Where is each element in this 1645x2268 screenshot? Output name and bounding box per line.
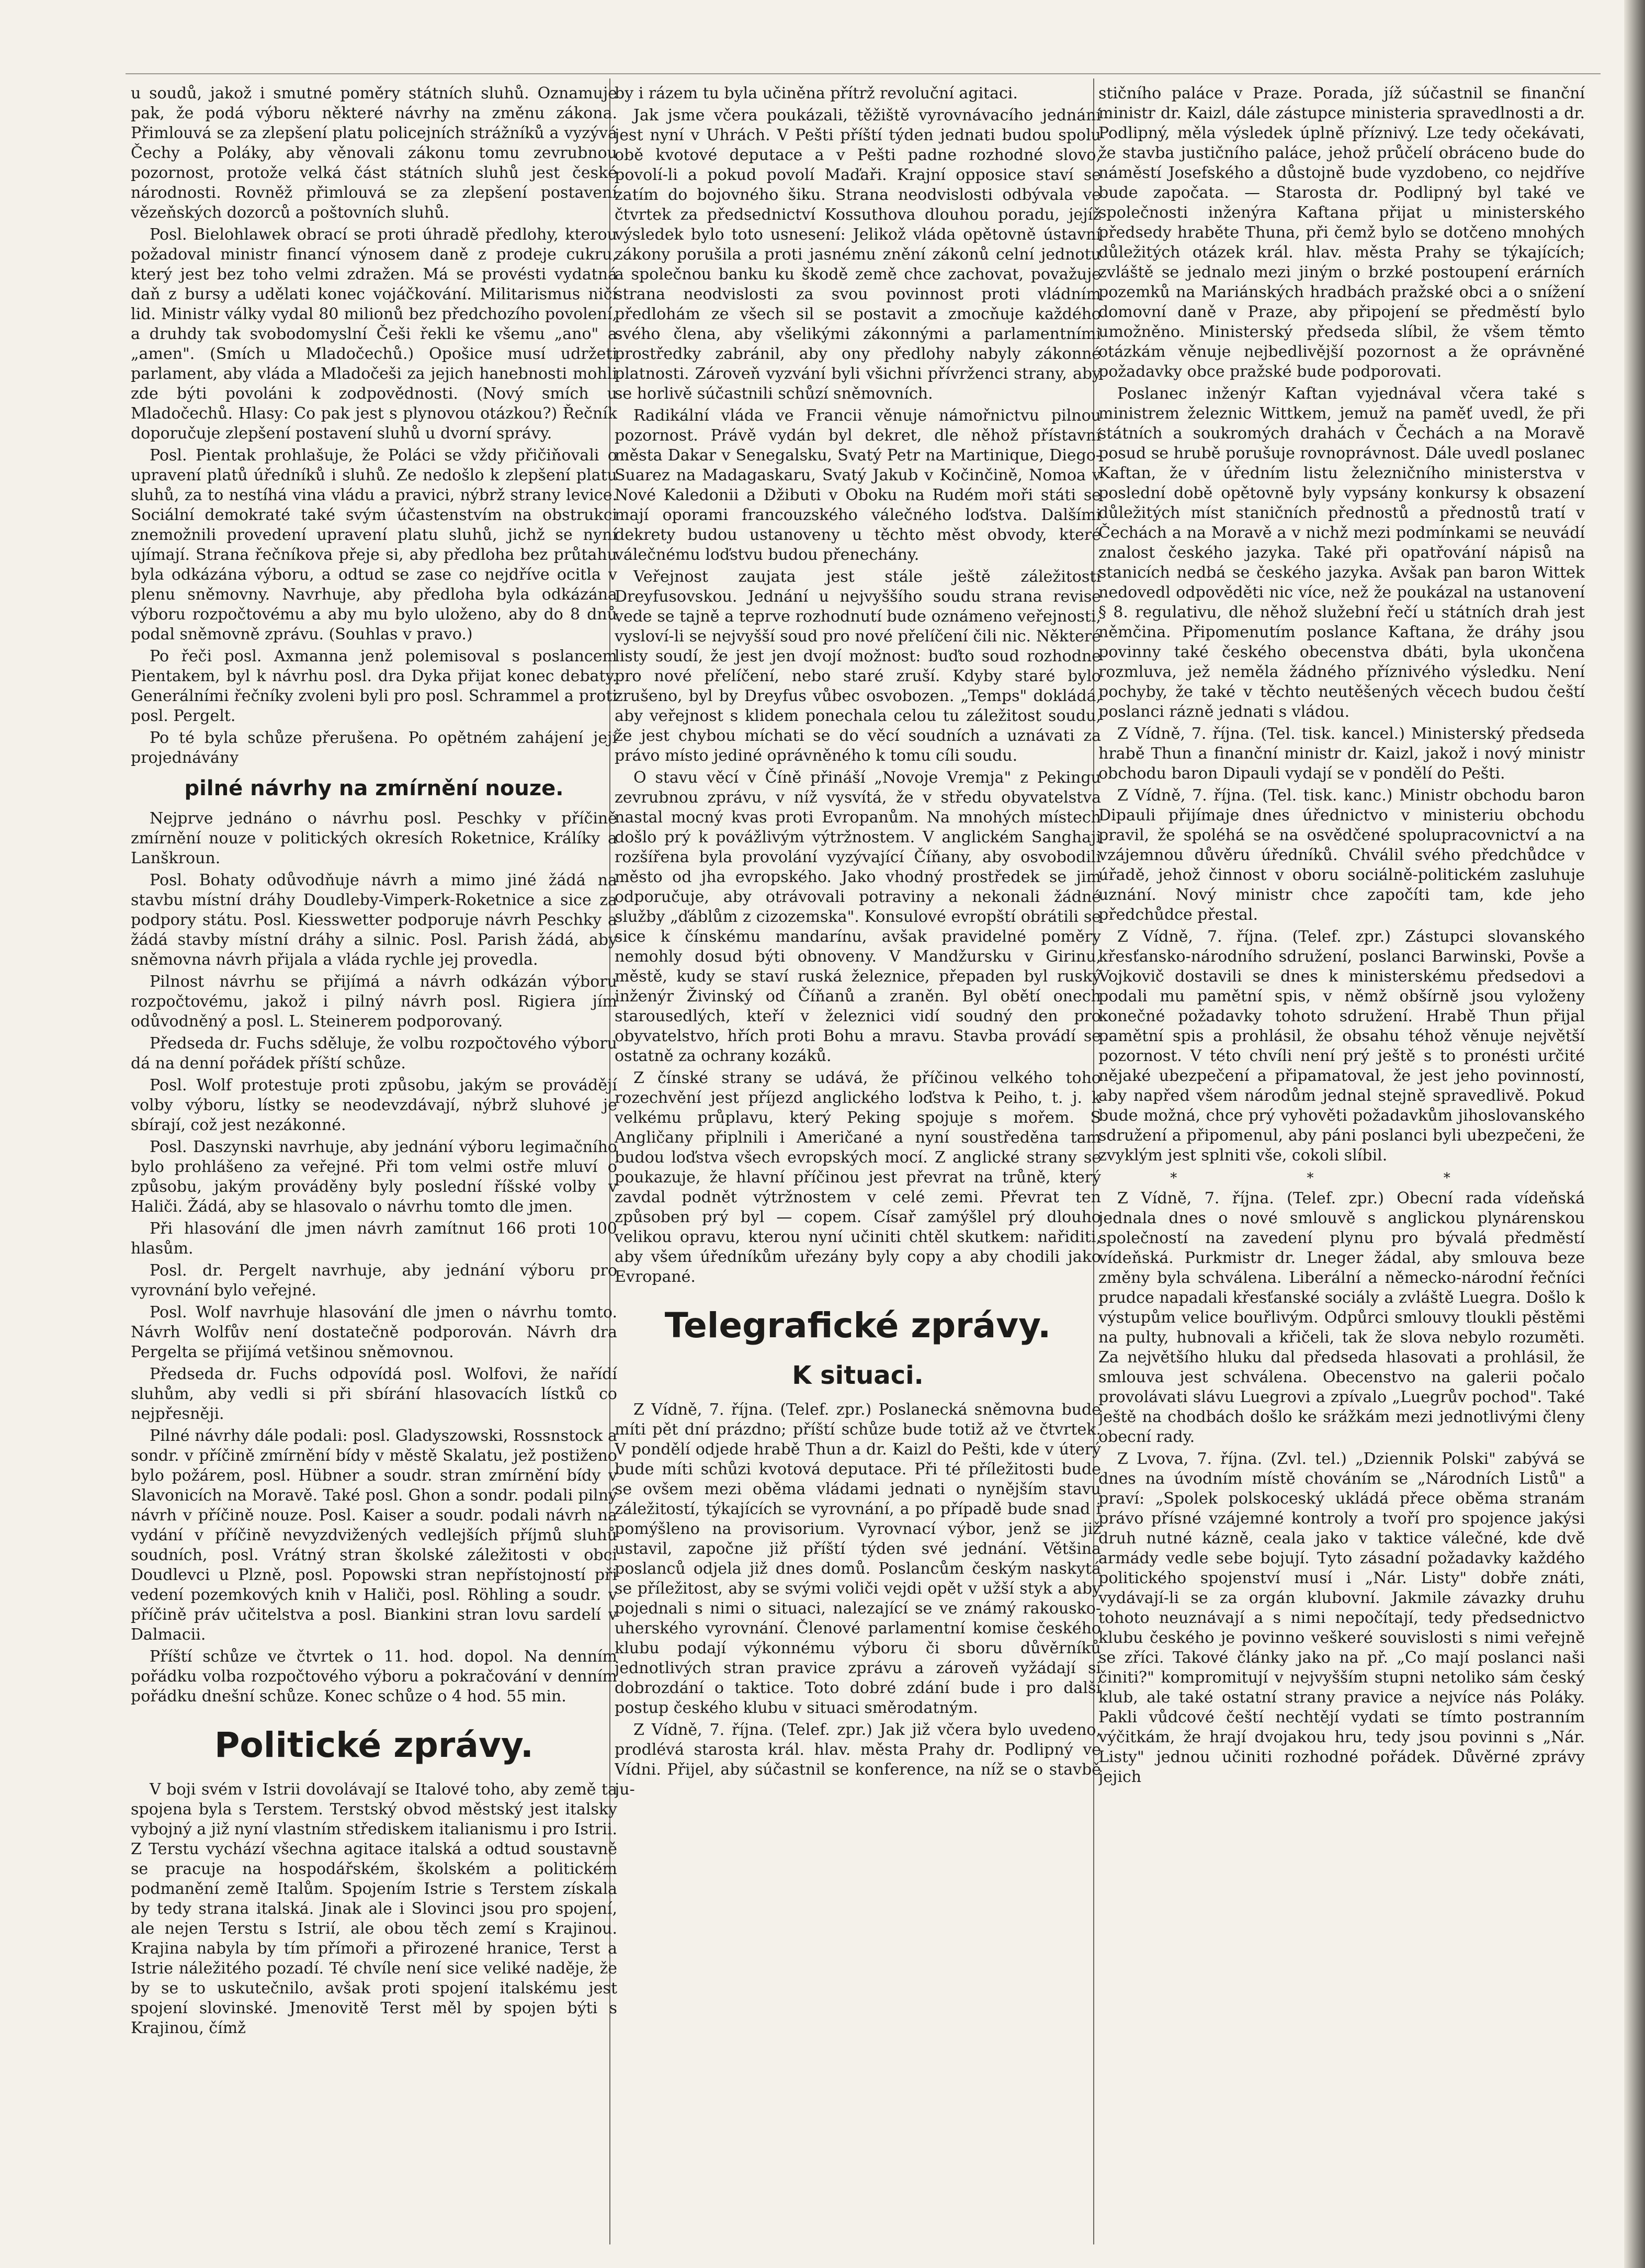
paragraph: stičního paláce v Praze. Porada, jíž súčastnil se finanční ministr dr. Kaizl, dále zástupce ministeria spravedlnosti a dr. Podlipný, měla výsledek úplně příznivý. Lze tedy očekávati, že stavba justičního paláce, jehož průčelí obráceno bude do náměstí Josefského a důstojně bude vyzdobeno, co nejdříve bude započata. — Starosta dr. Podlipný byl také ve společnosti inženýra Kaftana přijat u ministerského předsedy hraběte Thuna, při čemž bylo se dotčeno mnohých důležitých otázek král. hlav. města Prahy se týkajících; zvláště se jednalo mezi jiným o brzké postoupení erárních pozemků na Mariánských hradbách pražské obci a o snížení domovní daně v Praze, aby připojení se předměstí bylo umožněno. Ministerský předseda slíbil, že všem těmto otázkám věnuje nejbedlivější pozornost a že oprávněné požadavky obce pražské bude podporovati. [1098,84,1585,381]
paragraph: Veřejnost zaujata jest stále ještě záležitostí Dreyfusovskou. Jednání u nejvyššího soudu strana revise vede se tajně a teprve rozhodnutí bude oznámeno veřejnosti, vysloví-li se nejvyšší soud pro nové přelíčení čili nic. Některé listy soudí, že jest jen dvojí možnost: buďto soud rozhodne pro nové přelíčení, nebo staré zruší. Kdyby staré bylo zrušeno, byl by Dreyfus vůbec osvobozen. „Temps" dokládá, aby veřejnost s klidem ponechala celou tu záležitost soudu, že jest chybou míchati se do věcí soudních a uznávati za právo místo jediné oprávněného k tomu cíli soudu. [615,568,1101,765]
paragraph: Příští schůze ve čtvrtek o 11. hod. dopol. Na denním pořádku volba rozpočtového výboru a pokračování v denním pořádku dnešní schůze. Konec schůze o 4 hod. 55 min. [131,1648,617,1706]
paragraph: Z Lvova, 7. října. (Zvl. tel.) „Dziennik Polski" zabývá se dnes na úvodním místě chováním se „Národních Listů" a praví: „Spolek polskoceský ukládá přece oběma stranám právo přísné vzájemné kontroly a tvoří pro spojence jakýsi druh nutné kázně, ceala jako v taktice válečné, kde dvě armády vedle sebe bojují. Tyto zásadní požadavky každého politického spojenství musí i „Nár. Listy" dobře znáti, vydávají-li se za orgán klubovní. Jakmile závazky druhu tohoto neuznávají a s nimi nepočítají, tedy předsednictvo klubu českého je povinno veškeré souvislosti s nimi veřejně se zříci. Takové články jako na př. „Co mají poslanci naši činiti?" kompromitují v nejvyšším stupni netoliko sám český klub, ale také ostatní strany pravice a nejvíce nás Poláky. Pakli vůdcové čeští nechtějí vydati se tímto postranním výčitkám, že hrají dvojakou hru, tedy jsou povinni s „Nár. Listy" jednou učiniti rozhodné pořádek. Důvěrné zprávy jejich [1098,1450,1585,1786]
paragraph: Po řeči posl. Axmanna jenž polemisoval s poslancem Pientakem, byl k návrhu posl. dra Dyka přijat konec debaty. Generálními řečníky zvoleni byli pro posl. Schrammel a proti posl. Pergelt. [131,647,617,725]
paragraph: Předseda dr. Fuchs sděluje, že volbu rozpočtového výboru dá na denní pořádek příští schůze. [131,1034,617,1073]
section-subheading: pilné návrhy na zmírnění nouze. [184,776,564,800]
paragraph: Z Vídně, 7. října. (Telef. zpr.) Zástupci slovanského křesťansko-národního sdružení, poslanci Barwinski, Povše a Vojkovič dostavili se dnes k ministerskému předsedovi a podali mu pamětní spis, v němž obšírně jsou vyloženy konečné požadavky tohoto sdružení. Hrabě Thun přijal pamětní spis a prohlásil, že obsahu téhož věnuje největší pozornost. V této chvíli není prý ještě s to pronésti určité nějaké ubezpečení a připamatoval, že jest jeho povinností, aby napřed všem národům jednal stejně spravedlivě. Pokud bude možná, chce prý vyhověti požadavkům jihoslovanského sdružení a připomenul, aby páni poslanci byli ubezpečeni, že zvyklým jest splniti vše, cokoli slíbil. [1098,928,1585,1165]
top-rule [126,73,1601,74]
paragraph: Posl. Wolf navrhuje hlasování dle jmen o návrhu tomto. Návrh Wolfův není dostatečně podporován. Návrh dra Pergelta se přijímá vetšinou sněmovnou. [131,1303,617,1361]
paragraph: Posl. Pientak prohlašuje, že Poláci se vždy přičiňovali o upravení platů úředníků i sluhů. Ze nedošlo k zlepšení platu sluhů, za to nestíhá vina vládu a pravici, nýbrž strany levice. Sociální demokraté také svým účastenstvím na obstrukci znemožnili provedení upravení platu sluhů, jichž se nyní ujímají. Strana řečníkova přeje si, aby předloha bez průtahu byla odkázána výboru, a odtud se zase co nejdříve ocitla v plenu sněmovny. Navrhuje, aby předloha byla odkázána výboru rozpočtovému a aby mu bylo uloženo, aby do 8 dnů podal sněmovně zprávu. (Souhlas v pravo.) [131,446,617,644]
paragraph: Při hlasování dle jmen návrh zamítnut 166 proti 100 hlasům. [131,1220,617,1258]
paragraph: Předseda dr. Fuchs odpovídá posl. Wolfovi, že nařídí sluhům, aby vedli si při sbírání hlasovacích lístků co nejpřesněji. [131,1365,617,1423]
paragraph: Radikální vláda ve Francii věnuje námořnictvu pilnou pozornost. Právě vydán byl dekret, dle něhož přístavní města Dakar v Senegalsku, Svatý Petr na Martinique, Diego-Suarez na Madagaskaru, Svatý Jakub v Kočinčině, Nomoa v Nové Kaledonii a Džibuti v Oboku na Rudém moři státi se mají oporami francouzského válečného loďstva. Dalšími dekrety budou ustanoveny u těchto měst obvody, které válečnému loďstvu budou přenechány. [615,407,1101,564]
column-1 [131,84,617,2239]
paragraph: Z Vídně, 7. října. (Telef. zpr.) Poslanecká sněmovna bude míti pět dní prázdno; příští schůze bude totiž až ve čtvrtek. V pondělí odjede hrabě Thun a dr. Kaizl do Pešti, kde v úterý bude míti schůzi kvotová deputace. Při té příležitosti bude se ovšem mezi oběma vládami jednati o nynějším stavu záležitostí, týkajících se vyrovnání, a po případě bude snad i pomýšleno na provisorium. Vyrovnací výbor, jenž se již ustavil, započne již příští týden své jednání. Většina poslanců odjela již dnes domů. Poslancům českým naskytá se příležitost, aby se svými voliči vejdi opět v užší styk a aby pojednali s nimi o situaci, nalezající se ve známý rakousko-uherského vyrovnání. Členové parlamentní komise českého klubu podají výkonnému výboru či sboru důvěrníků jednotlivých stran pravice zprávu a zároveň vyžádají si dobrozdání o taktice. Toto dobré zdání bude i pro další postup českého klubu v situaci směrodatným. [615,1401,1101,1717]
section-subheading: K situaci. [792,1361,924,1390]
paragraph: by i rázem tu byla učiněna přítrž revoluční agitaci. [615,84,1018,103]
paragraph: V boji svém v Istrii dovolávají se Italové toho, aby země ta spojena byla s Terstem. Terstský obvod městský jest italsky vybojný a již nyní vlastním střediskem italianismu i pro Istrii. Z Terstu vychází všechna agitace italská a odtud soustavně se pracuje na hospodářském, školském a politickém podmanění země Italům. Spojením Istrie s Terstem získala by tedy strana italská. Jinak ale i Slovinci jsou pro spojení, ale nejen Terstu s Istrií, ale obou těch zemí s Krajinou. Krajina nabyla by tím přímoři a přirozené hranice, Terst a Istrie náležitého pozadí. Té chvíle není sice veliké naděje, že by se to uskutečnilo, avšak proti spojení italskému jest spojení slovinské. Jmenovitě Terst měl by spojen býti s Krajinou, čímž [131,1780,617,2037]
paragraph: Pilné návrhy dále podali: posl. Gladyszowski, Rossnstock a sondr. v příčině zmírnění bídy v městě Skalatu, jež postiženo bylo požárem, posl. Hübner a soudr. stran zmírnění bídy v Slavonicích na Moravě. Také posl. Ghon a sondr. podali pilný návrh v příčině nouze. Posl. Kaiser a soudr. podali návrh na vydání v příčině nevyzdvižených vedlejších příjmů sluhů soudních, posl. Vrátný stran školské záležitosti v obci Doudlevci u Plzně, posl. Popowski stran nepřístojností při vedení pozemkových knih v Haliči, posl. Röhling a soudr. v příčině práv učitelstva a posl. Biankini stran lovu sardelí v Dalmacii. [131,1427,617,1644]
paragraph: Z Vídně, 7. října. (Telef. zpr.) Obecní rada vídeňská jednala dnes o nové smlouvě s anglickou plynárenskou společností na zavedení plynu pro bývalá předměstí vídeňská. Purkmistr dr. Lneger žádal, aby smlouva beze změny byla schválena. Liberální a německo-národní řečníci prudce napadali křesťanské sociály a zvláště Luegra. Došlo k výstupům velice bouřlivým. Odpůrci smlouvy tloukli pěstěmi na pulty, hubnovali a křičeli, tak že slova nebylo rozuměti. Za největšího hluku dal předseda hlasovati a prohlásil, že smlouva jest schválena. Obecenstvo na galerii počalo provolávati slávu Luegrovi a zpívalo „Luegrův pochod". Také ještě na chodbách došlo ke srážkám mezi jednotlivými členy obecní rady. [1098,1189,1585,1446]
column-3 [1098,84,1585,2239]
paragraph: Z čínské strany se udává, že příčinou velkého toho rozechvění jest příjezd anglického loďstva k Peiho, t. j. k velkému průplavu, který Peking spojuje s mořem. S Angličany připlnili i Američané a nyní soustředěna tam budou loďstva všech evropských mocí. Z anglické strany se poukazuje, že hlavní příčinou jest převrat na trůně, který zavdal podnět výtržnostem v celé zemi. Převrat ten způsoben prý byl — copem. Císař zamýšlel prý dlouho velikou opravu, kterou nyní učiniti chtěl skutkem: nařiditi, aby všem úředníkům uřezány byly copy a aby chodili jako Evropané. [615,1069,1101,1286]
section-heading-political-news: Politické zprávy. [214,1725,534,1765]
paragraph: u soudů, jakož i smutné poměry státních sluhů. Oznamuje pak, že podá výboru některé návrhy na změnu zákona. Přimlouvá se za zlepšení platu policejních strážníků a vyzývá Čechy a Poláky, aby věnovali zákonu tomu zevrubnou pozornost, protože velká část státních sluhů jest české národnosti. Rovněž přimlouvá se za zlepšení postavení vězeňských dozorců a poštovních sluhů. [131,84,617,222]
paragraph: Posl. Wolf protestuje proti způsobu, jakým se provádějí volby výboru, lístky se neodevzdávají, nýbrž sluhové je sbírají, což jest nezákonné. [131,1076,617,1134]
paragraph: Posl. Bohaty odůvodňuje návrh a mimo jiné žádá na stavbu místní dráhy Doudleby-Vimperk-Roketnice a sice za podpory státu. Posl. Kiesswetter podporuje návrh Peschky a žádá stavby místní dráhy a silnic. Posl. Parish žádá, aby sněmovna návrh přijala a vláda rychle jej provedla. [131,871,617,969]
paragraph: Nejprve jednáno o návrhu posl. Peschky v příčině zmírnění nouze v politických okresích Roketnice, Králíky a Lanškroun. [131,809,617,867]
paragraph: Z Vídně, 7. října. (Telef. zpr.) Jak již včera bylo uvedeno, prodlévá starosta král. hlav. města Prahy dr. Podlipný ve Vídni. Přijel, aby súčastnil se konference, na níž se o stavbě ju- [615,1721,1101,1799]
paragraph: O stavu věcí v Číně přináší „Novoje Vremja" z Pekingu zevrubnou zprávu, v níž vysvítá, že v středu obyvatelstva nastal mocný kvas proti Evropanům. Na mnohých místech došlo prý k povážlivým výtržnostem. V anglickém Sanghaji rozšířena byla provolání vyzývající Číňany, aby osvobodili město od jha evropského. Jako vhodný prostředek se jim odporučuje, aby otrávovali potraviny a nekonali žádné služby „ďáblům z cizozemska". Konsulové evropští obrátili se sice k čínskému mandarínu, avšak pravidelné poměry nemohly dosud býti obnoveny. V Mandžursku v Girinu, městě, kudy se staví ruská železnice, přepaden byl ruský inženýr Živinský od Číňanů a zraněn. Byl obětí onech starousedlých, kteří v železnici vidí soudný den pro obyvatelstvo, hřích proti Bohu a mravu. Stavba provádí se ostatně za ochrany kozáků. [615,769,1101,1065]
paragraph: Z Vídně, 7. října. (Tel. tisk. kanc.) Ministr obchodu baron Dipauli přijímaje dnes úřednictvo v ministeriu obchodu pravil, že spoléhá se na osvědčené spolupracovnictví a na vzájemnou důvěru úředníků. Chválil svého předchůdce v úřadě, jehož činnost v oboru sociálně-politickém zasluhuje uznání. Nový ministr chce započíti tam, kde jeho předchůdce přestal. [1098,786,1585,924]
paragraph: Posl. Daszynski navrhuje, aby jednání výboru legimačního bylo prohlášeno za veřejné. Při tom velmi ostře mluví o způsobu, jakým prováděny byly poslední říšské volby v Haliči. Žádá, aby se hlasovalo o návrhu tomto dle jmen. [131,1138,617,1216]
section-heading-telegraphic-news: Telegrafické zprávy. [664,1305,1051,1346]
paragraph: Pilnost návrhu se přijímá a návrh odkázán výboru rozpočtovému, jakož i pilný návrh posl. Rigiera jím odůvodněný a posl. L. Steinerem podporovaný. [131,973,617,1031]
page-edge [1624,0,1645,2268]
paragraph: Poslanec inženýr Kaftan vyjednával včera také s ministrem železnic Wittkem, jemuž na paměť uvedl, že při státních a soukromých drahách v Čechách a na Moravě posud se hrubě porušuje rovnoprávnost. Dále uvedl poslanec Kaftan, že v úředním listu železničního ministerstva v poslední době opětovně byly vypsány konkursy k obsazení důležitých míst staničních přednostů a přednostů tratí v Čechách a na Moravě a v nichž mezi podmínkami se neuvádí znalost českého jazyka. Také při opatřování nápisů na stanicích nedbá se českého jazyka. Avšak pan baron Wittek nedovedl odpověděti nic více, než že poukázal na ustanovení § 8. regulativu, dle něhož služební řečí u státních drah jest němčina. Připomenutím poslance Kaftana, že dráhy jsou povinny také českého obecenstva dbáti, byla ukončena rozmluva, jež neměla žádného příznivého výsledku. Není pochyby, že také v těchto neutěšených věcech budou čeští poslanci rázně jednati s vládou. [1098,385,1585,721]
paragraph: Po té byla schůze přerušena. Po opětném zahájení její projednávány [131,729,617,767]
paragraph: Posl. dr. Pergelt navrhuje, aby jednání výboru pro vyrovnání bylo veřejné. [131,1261,617,1300]
section-separator: * * * [1170,1170,1513,1186]
paragraph: Jak jsme včera poukázali, těžiště vyrovnávacího jednání jest nyní v Uhrách. V Pešti příští týden jednati budou spolu obě kvotové deputace a v Pešti padne rozhodné slovo, povolí-li a pokud povolí Maďaři. Krajní opposice staví se zatím do bojovného šiku. Strana neodvislosti odbývala ve čtvrtek za předsednictví Kossuthova dlouhou poradu, jejíž výsledek bylo toto usnesení: Jelikož vláda opětovně ústavní zákony porušila a proti jasnému znění zákonů celní jednotu a společnou banku ku škodě země chce zachovat, považuje strana neodvislosti za svou povinnost proti vládním předlohám ze všech sil se postavit a zmocňuje každého svého člena, aby všelikými zákonnými a parlamentními prostředky zabránil, aby ony předlohy nabyly zákonné platnosti. Zároveň vyzvání byli všichni přívrženci strany, aby se horlivě súčastnili schůzí sněmovních. [615,106,1101,403]
paragraph: Posl. Bielohlawek obrací se proti úhradě předlohy, kterou požadoval ministr financí výnosem daně z prodeje cukru, který jest bez toho velmi zdražen. Má se provésti vydatná daň z bursy a udělati konec vojáčkování. Militarismus ničí lid. Ministr války vydal 80 milionů bez předchozího povolení, a druhdy tak svobodomyslní Češi řekli ke všemu „ano" a „amen". (Smích u Mladočechů.) Opošice musí udržeti parlament, aby vláda a Mladočeši za jejich hanebnosti mohli zde býti povoláni k zodpovědnosti. (Nový smích u Mladočechů. Hlasy: Co pak jest s plynovou otázkou?) Řečník doporučuje zlepšení postavení sluhů u dvorní správy. [131,225,617,443]
column-2 [615,84,1101,2239]
paragraph: Z Vídně, 7. října. (Tel. tisk. kancel.) Ministerský předseda hrabě Thun a finanční ministr dr. Kaizl, jakož i nový ministr obchodu baron Dipauli vydají se v pondělí do Pešti. [1098,725,1585,783]
